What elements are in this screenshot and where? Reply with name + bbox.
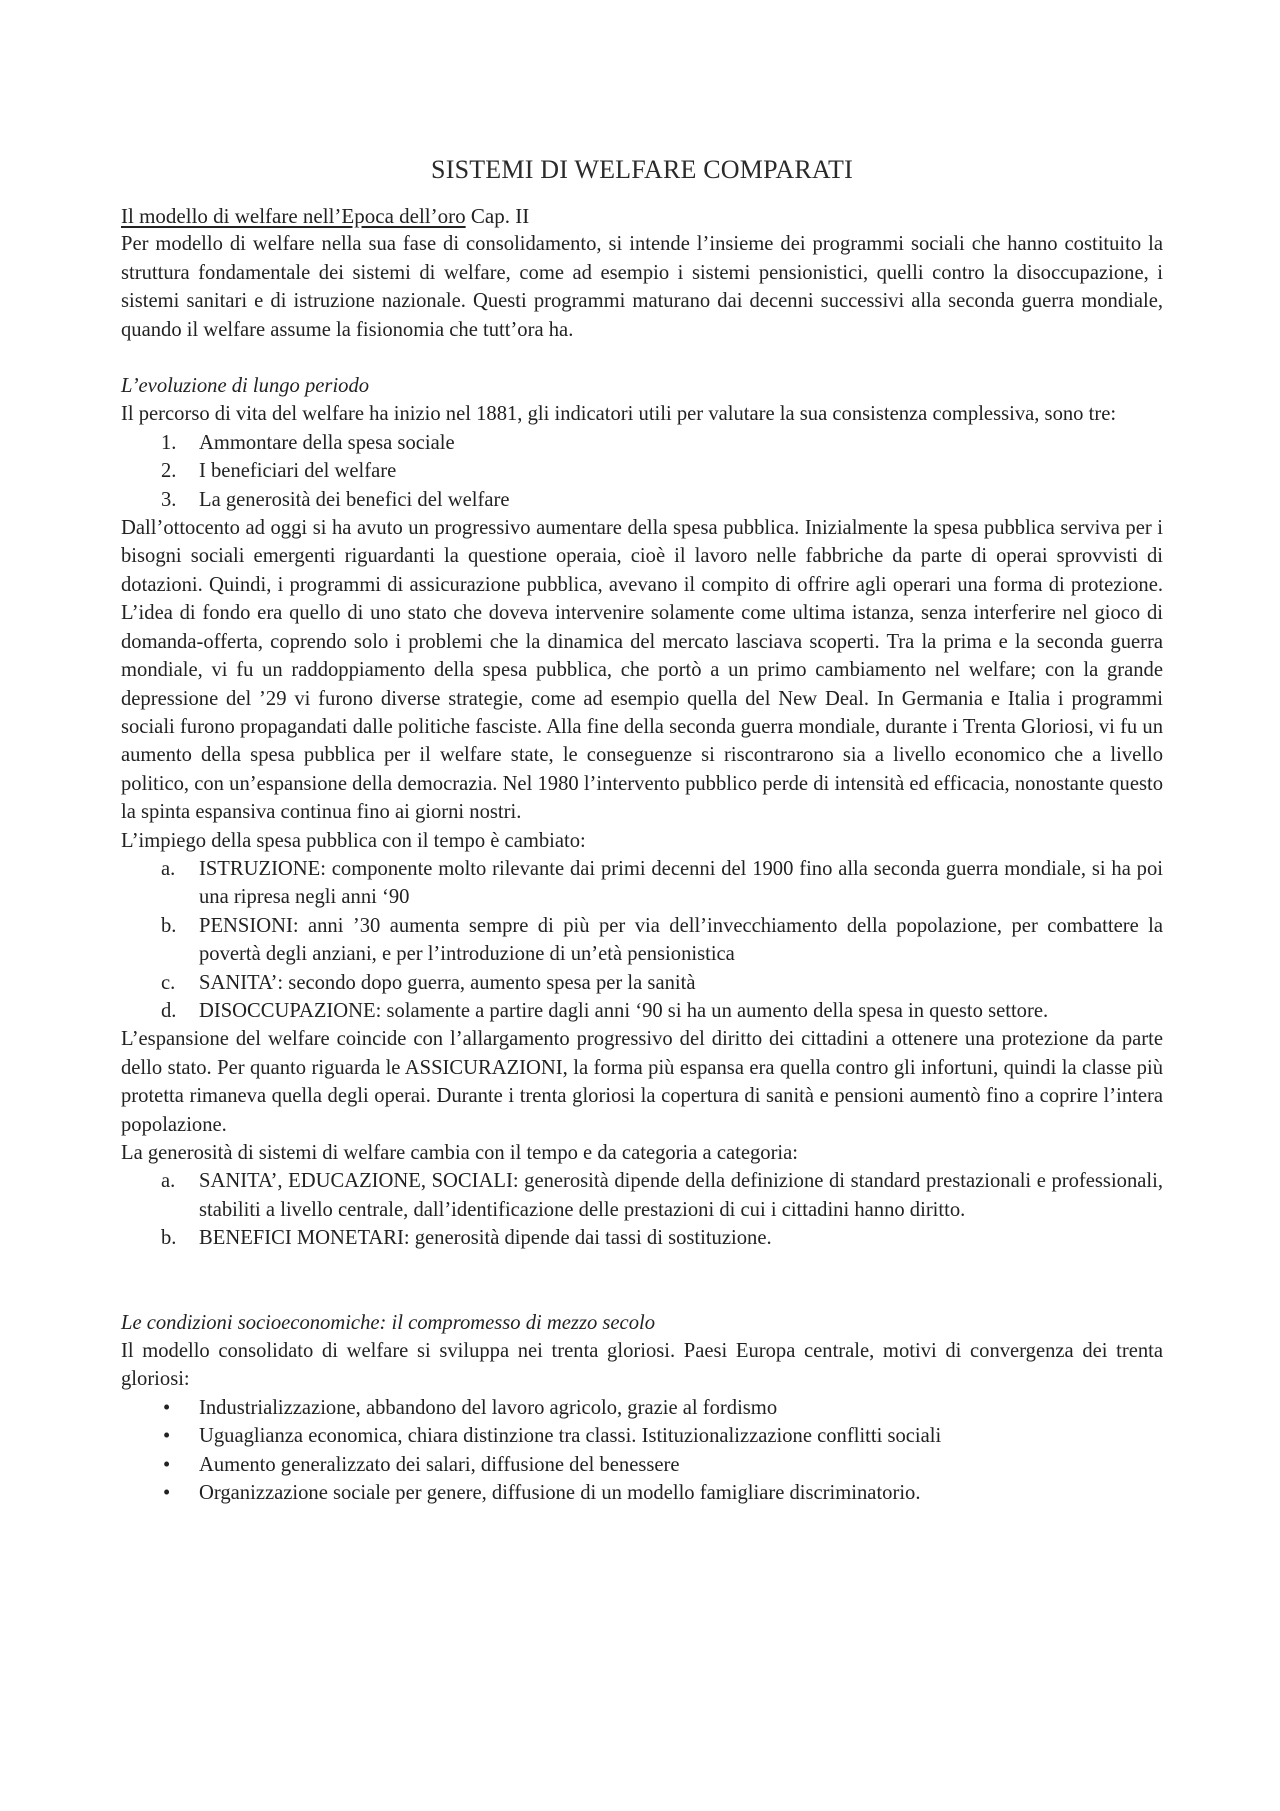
list-item xyxy=(121,457,1163,485)
list-item-text: SANITA’: secondo dopo guerra, aumento spesa per la sanità xyxy=(199,971,696,994)
section-heading-chapter: Cap. II xyxy=(465,204,530,228)
list-item-text: PENSIONI: anni ’30 aumenta sempre di più per via dell’invecchiamento della popolazione, per combattere la povertà degli anziani, e per l’introduzione di un’età pensionistica xyxy=(199,914,1163,966)
list-marker: a. xyxy=(161,857,176,880)
list-item xyxy=(121,1167,1163,1224)
bullet-icon: • xyxy=(163,1425,171,1448)
list-item-text: BENEFICI MONETARI: generosità dipende dai tassi di sostituzione. xyxy=(199,1227,772,1250)
list-item-text: Ammontare della spesa sociale xyxy=(199,431,455,454)
indicators-list xyxy=(121,429,1163,514)
list-item-text: I beneficiari del welfare xyxy=(199,460,397,483)
list-item xyxy=(121,997,1163,1025)
section-heading-golden-age xyxy=(121,202,1163,230)
list-item-text: Industrializzazione, abbandono del lavoro agricolo, grazie al fordismo xyxy=(199,1396,778,1419)
document-title: SISTEMI DI WELFARE COMPARATI xyxy=(431,155,853,184)
paragraph-evolution-intro: Il percorso di vita del welfare ha inizio nel 1881, gli indicatori utili per valutare la sua consistenza complessiva, sono tre: xyxy=(121,403,1117,426)
spacer xyxy=(121,1253,1163,1309)
list-item-text: Aumento generalizzato dei salari, diffusione del benessere xyxy=(199,1453,680,1476)
list-item-text: ISTRUZIONE: componente molto rilevante dai primi decenni del 1900 fino alla seconda guerra mondiale, si ha poi una ripresa negli anni ‘90 xyxy=(199,857,1163,909)
list-item xyxy=(121,855,1163,912)
list-marker: c. xyxy=(161,971,176,994)
paragraph-spending-intro: L’impiego della spesa pubblica con il tempo è cambiato: xyxy=(121,829,586,852)
document-page xyxy=(121,0,1163,1507)
section-heading-underlined: Il modello di welfare nell’Epoca dell’oro xyxy=(121,204,466,228)
list-item xyxy=(121,1422,1163,1450)
spending-list xyxy=(121,855,1163,1025)
paragraph-history: Dall’ottocento ad oggi si ha avuto un progressivo aumentare della spesa pubblica. Inizialmente la spesa pubblica serviva per i bisogni sociali emergenti riguardanti la questione operaia, cioè il lavoro nelle fabbriche da parte di operai sprovvisti di dotazioni. Quindi, i programmi di assicurazione pubblica, avevano il compito di offrire agli operari una forma di protezione. L’idea di fondo era quello di uno stato che doveva intervenire solamente come ultima istanza, senza interferire nel gioco di domanda-offerta, coprendo solo i problemi che la dinamica del mercato lasciava scoperti. Tra la prima e la seconda guerra mondiale, vi fu un raddoppiamento della spesa pubblica, che portò a un primo cambiamento nel welfare; con la grande depressione del ’29 vi furono diverse strategie, come ad esempio quella del New Deal. In Germania e Italia i programmi sociali furono propagandati dalle politiche fasciste. Alla fine della seconda guerra mondiale, durante i Trenta Gloriosi, vi fu un aumento della spesa pubblica per il welfare state, le conseguenze si riscontrarono sia a livello economico che a livello politico, con un’espansione della democrazia. Nel 1980 l’intervento pubblico perde di intensità ed efficacia, nonostante questo la spinta espansiva continua fino ai giorni nostri. xyxy=(121,517,1163,824)
list-item xyxy=(121,1224,1163,1252)
list-item xyxy=(121,1479,1163,1507)
list-marker: 3. xyxy=(161,488,177,511)
spacer xyxy=(121,344,1163,372)
list-item xyxy=(121,912,1163,969)
bullet-icon: • xyxy=(163,1396,171,1419)
list-marker: b. xyxy=(161,914,177,937)
bullet-icon: • xyxy=(163,1482,171,1505)
list-item-text: Organizzazione sociale per genere, diffusione di un modello famigliare discriminatorio. xyxy=(199,1482,921,1505)
bullet-icon: • xyxy=(163,1453,171,1476)
list-item-text: DISOCCUPAZIONE: solamente a partire dagli anni ‘90 si ha un aumento della spesa in questo settore. xyxy=(199,999,1049,1022)
list-marker: 1. xyxy=(161,431,177,454)
paragraph-generosity-intro: La generosità di sistemi di welfare cambia con il tempo e da categoria a categoria: xyxy=(121,1142,799,1164)
list-item-text: SANITA’, EDUCAZIONE, SOCIALI: generosità dipende della definizione di standard prestazionali e professionali, stabiliti a livello centrale, dall’identificazione delle prestazioni di cui i cittadini hanno diritto. xyxy=(199,1170,1163,1221)
list-marker: 2. xyxy=(161,460,177,483)
list-marker: a. xyxy=(161,1170,176,1193)
generosity-list xyxy=(121,1167,1163,1252)
paragraph-expansion: L’espansione del welfare coincide con l’allargamento progressivo del diritto dei cittadini a ottenere una protezione da parte dello stato. Per quanto riguarda le ASSICURAZIONI, la forma più espansa era quella contro gli infortuni, quindi la classe più protetta rimaneva quella degli operai. Durante i trenta gloriosi la copertura di sanità e pensioni aumentò fino a coprire l’intera popolazione. xyxy=(121,1028,1163,1136)
paragraph-welfare-definition: Per modello di welfare nella sua fase di consolidamento, si intende l’insieme dei programmi sociali che hanno costituito la struttura fondamentale dei sistemi di welfare, come ad esempio i sistemi pensionistici, quelli contro la disoccupazione, i sistemi sanitari e di istruzione nazionale. Questi programmi maturano dai decenni successivi alla seconda guerra mondiale, quando il welfare assume la fisionomia che tutt’ora ha. xyxy=(121,233,1163,341)
paragraph-socioeconomic-intro: Il modello consolidato di welfare si sviluppa nei trenta gloriosi. Paesi Europa centrale, motivi di convergenza dei trenta gloriosi: xyxy=(121,1340,1163,1391)
list-item xyxy=(121,1394,1163,1422)
convergence-bullet-list xyxy=(121,1394,1163,1508)
list-item xyxy=(121,429,1163,457)
subheading-socioeconomic-conditions: Le condizioni socioeconomiche: il compromesso di mezzo secolo xyxy=(121,1311,656,1334)
list-item xyxy=(121,486,1163,514)
subheading-long-term-evolution: L’evoluzione di lungo periodo xyxy=(121,375,370,398)
list-item-text: La generosità dei benefici del welfare xyxy=(199,488,510,511)
list-item xyxy=(121,969,1163,997)
list-marker: b. xyxy=(161,1227,177,1250)
list-marker: d. xyxy=(161,999,177,1022)
list-item-text: Uguaglianza economica, chiara distinzione tra classi. Istituzionalizzazione conflitti sociali xyxy=(199,1425,942,1448)
list-item xyxy=(121,1451,1163,1479)
